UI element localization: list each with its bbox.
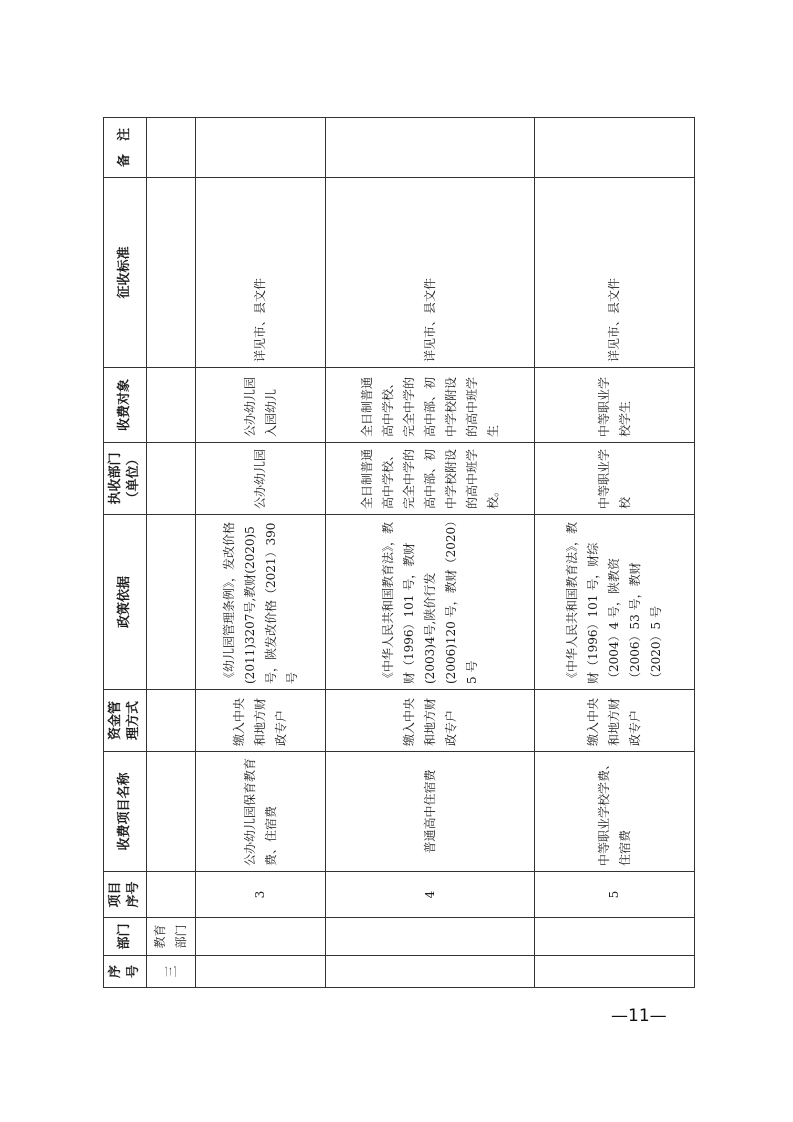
row-dept-cell [535, 918, 695, 956]
header-row [104, 118, 147, 988]
row-policy: 《中华人民共和国教育法》，教财（1996）101 号，财综（2004）4 号，陕教资（2006）53 号，教财（2020）5 号 [535, 515, 695, 690]
header-target: 收费对象 [104, 368, 147, 443]
header-remarks: 备 注 [104, 118, 147, 178]
table-row [535, 118, 695, 988]
section-empty-cell [147, 178, 196, 368]
row-dept-cell [196, 918, 326, 956]
row-standard: 详见市、县文件 [326, 178, 535, 368]
row-item-no: 3 [196, 872, 326, 918]
row-dept-cell [326, 918, 535, 956]
section-dept: 教育部门 [147, 918, 196, 956]
section-row [147, 118, 196, 988]
row-target: 公办幼儿园入园幼儿 [196, 368, 326, 443]
page-number: —11— [611, 1006, 667, 1026]
section-empty-cell [147, 118, 196, 178]
row-name: 普通高中住宿费 [326, 752, 535, 872]
row-item-no: 5 [535, 872, 695, 918]
row-standard: 详见市、县文件 [535, 178, 695, 368]
section-empty-cell [147, 752, 196, 872]
header-fund-mgmt: 资金管理方式 [104, 690, 147, 752]
row-name: 中等职业学校学费、住宿费 [535, 752, 695, 872]
table-row [326, 118, 535, 988]
section-empty-cell [147, 872, 196, 918]
row-seq-cell [196, 956, 326, 988]
row-exec-dept: 中等职业学校 [535, 443, 695, 515]
row-fund-mgmt: 缴入中央和地方财政专户 [535, 690, 695, 752]
header-policy: 政策依据 [104, 515, 147, 690]
row-item-no: 4 [326, 872, 535, 918]
row-exec-dept: 公办幼儿园 [196, 443, 326, 515]
section-empty-cell [147, 368, 196, 443]
section-seq: 三 [147, 956, 196, 988]
header-exec-dept: 执收部门（单位） [104, 443, 147, 515]
fee-table [103, 117, 695, 988]
row-fund-mgmt: 缴入中央和地方财政专户 [326, 690, 535, 752]
header-dept: 部门 [104, 918, 147, 956]
header-item-no: 项目序号 [104, 872, 147, 918]
header-standard: 征收标准 [104, 178, 147, 368]
section-empty-cell [147, 690, 196, 752]
row-exec-dept: 全日制普通高中学校、完全中学的高中部、初中学校附设的高中班学校。 [326, 443, 535, 515]
row-policy: 《幼儿园管理条例》，发改价格(2011)3207号,教财(2020)5号，陕发改价格（2021）390号 [196, 515, 326, 690]
row-standard: 详见市、县文件 [196, 178, 326, 368]
header-seq: 序号 [104, 956, 147, 988]
row-target: 全日制普通高中学校、完全中学的高中部、初中学校附设的高中班学生 [326, 368, 535, 443]
section-empty-cell [147, 443, 196, 515]
row-seq-cell [535, 956, 695, 988]
row-name: 公办幼儿园保育教育费、住宿费 [196, 752, 326, 872]
table-row [196, 118, 326, 988]
row-remarks [535, 118, 695, 178]
row-fund-mgmt: 缴入中央和地方财政专户 [196, 690, 326, 752]
section-empty-cell [147, 515, 196, 690]
row-remarks [196, 118, 326, 178]
row-target: 中等职业学校学生 [535, 368, 695, 443]
row-remarks [326, 118, 535, 178]
row-policy: 《中华人民共和国教育法》，教财（1996）101 号，教财(2003)4号,陕价行发(2006)120 号，教财（2020）5 号 [326, 515, 535, 690]
header-name: 收费项目名称 [104, 752, 147, 872]
rotated-table-container [103, 128, 689, 988]
row-seq-cell [326, 956, 535, 988]
